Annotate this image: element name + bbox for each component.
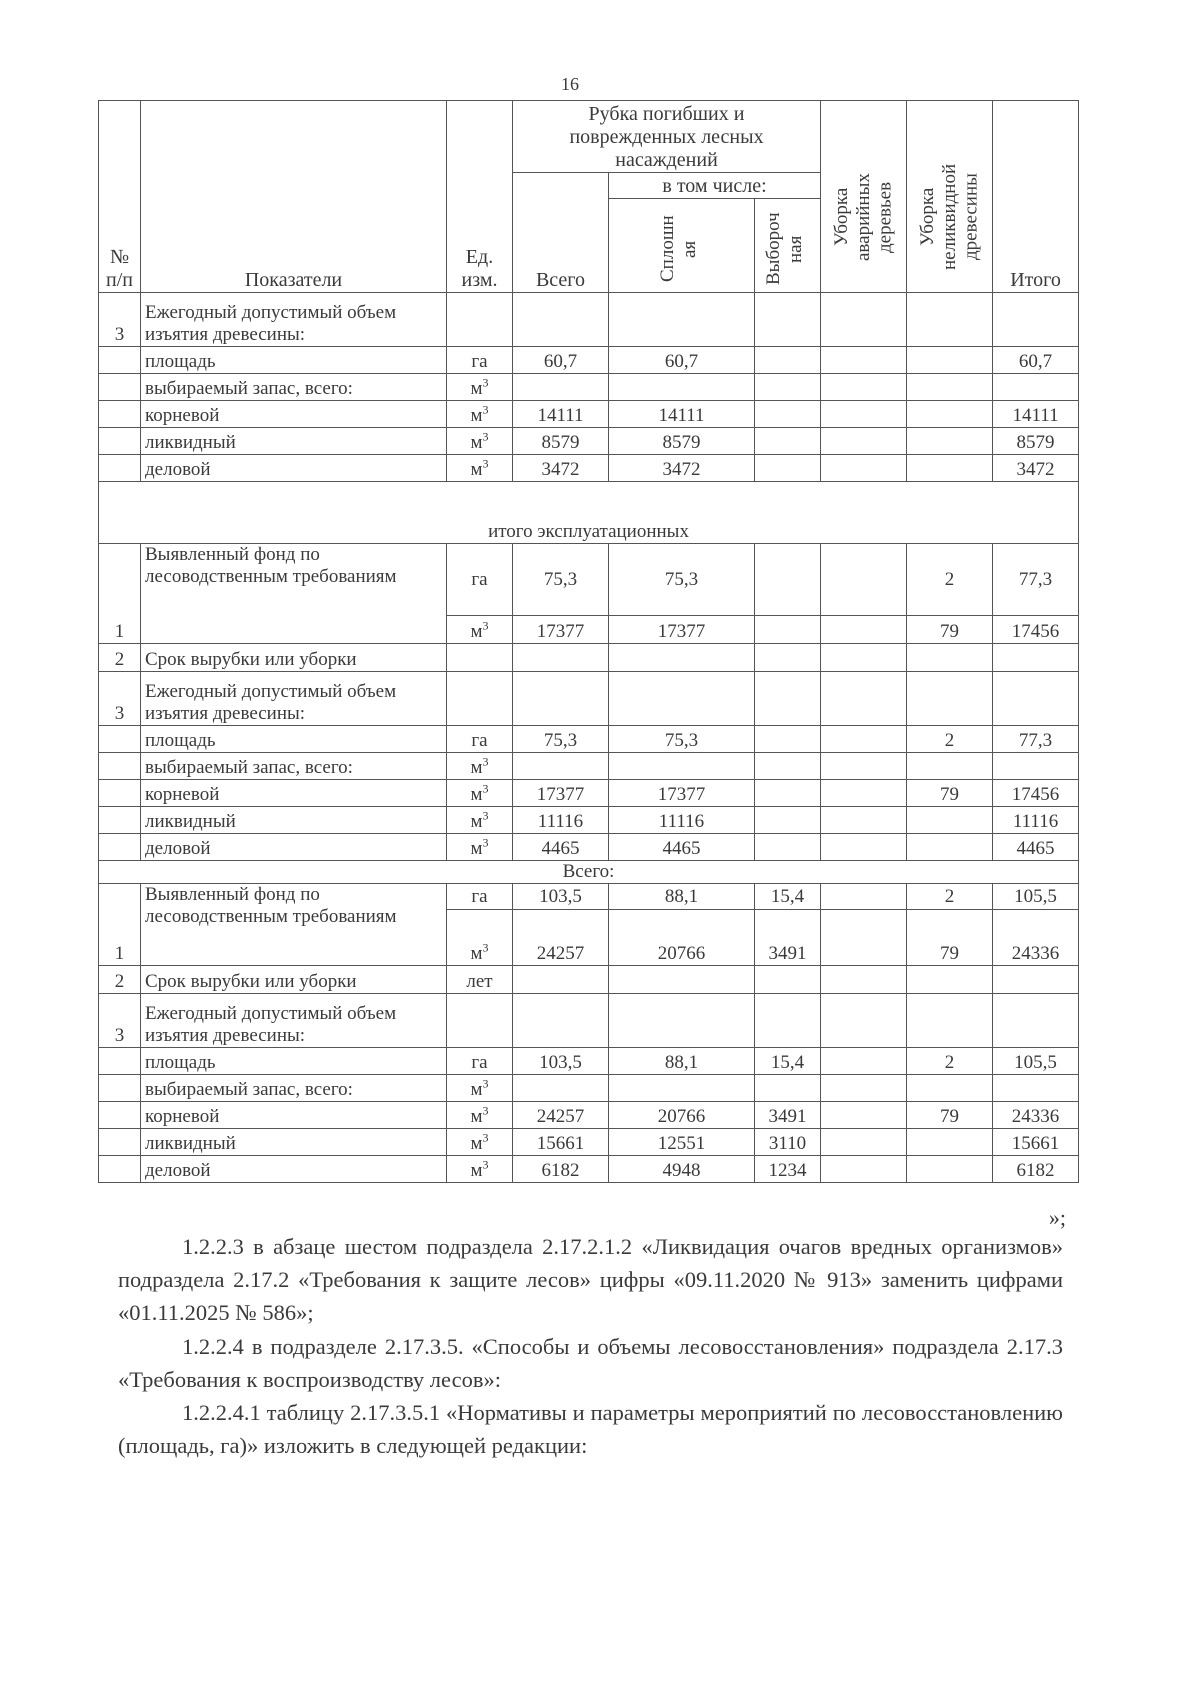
row-unit: га (447, 347, 513, 374)
cell-selective (755, 834, 821, 861)
cell-clear (609, 753, 755, 780)
table-row (99, 780, 1079, 807)
cell-selective (755, 374, 821, 401)
table-row (99, 1075, 1079, 1102)
row-unit: $м^3$ (447, 428, 513, 455)
header-emergency-text: Уборка аварийных деревьев (830, 173, 896, 261)
cell-emergency (821, 753, 907, 780)
cell-selective (755, 726, 821, 753)
cell-emergency (821, 1156, 907, 1183)
cell-emergency (821, 455, 907, 482)
cell-itogo: 105,5 (993, 1048, 1079, 1075)
cell-total: 11116 (513, 807, 609, 834)
table-row (99, 834, 1079, 861)
row-label: корневой (141, 780, 447, 807)
cell-itogo (993, 1075, 1079, 1102)
cell-illiquid: 2 (907, 726, 993, 753)
table-row (99, 1048, 1079, 1075)
row-index (99, 1075, 141, 1102)
cell-emergency (821, 807, 907, 834)
cell-empty (609, 672, 755, 726)
cell-itogo: 17456 (993, 616, 1079, 644)
cell-illiquid: 79 (907, 910, 993, 966)
header-illiquid-text: Уборка неликвидной древесины (916, 163, 982, 271)
harvest-table (98, 100, 1079, 1183)
table-row (99, 374, 1079, 401)
cell-itogo: 3472 (993, 455, 1079, 482)
header-indicators: Показатели (141, 101, 447, 293)
row-index (99, 455, 141, 482)
cell-emergency (821, 780, 907, 807)
row-index (99, 807, 141, 834)
cell-clear: 20766 (609, 910, 755, 966)
row-index (99, 1048, 141, 1075)
cell-selective: 3491 (755, 910, 821, 966)
row-label: Ежегодный допустимый объем изъятия древесины: (141, 994, 447, 1048)
table-row (99, 1129, 1079, 1156)
cell-total (513, 753, 609, 780)
row-index: 1 (99, 544, 141, 644)
row-label: площадь (141, 726, 447, 753)
cell-emergency (821, 910, 907, 966)
cell-empty (821, 994, 907, 1048)
cell-illiquid (907, 1129, 993, 1156)
row-unit: $м^3$ (447, 1129, 513, 1156)
cell-itogo: 105,5 (993, 884, 1079, 910)
cell-empty (755, 644, 821, 672)
header-total: Всего (513, 173, 609, 293)
cell-empty (513, 994, 609, 1048)
row-unit: $м^3$ (447, 910, 513, 966)
cell-selective (755, 616, 821, 644)
cell-illiquid (907, 347, 993, 374)
cell-clear (609, 1075, 755, 1102)
paragraph-3: 1.2.2.4.1 таблицу 2.17.3.5.1 «Нормативы и параметры мероприятий по лесовосстановлению (площадь, га)» изложить в следующей редакции: (118, 1400, 1063, 1458)
cell-itogo: 17456 (993, 780, 1079, 807)
cell-selective: 3110 (755, 1129, 821, 1156)
cell-total: 17377 (513, 780, 609, 807)
cell-clear: 75,3 (609, 726, 755, 753)
cell-emergency (821, 834, 907, 861)
paragraph-2: 1.2.2.4 в подразделе 2.17.3.5. «Способы и объемы лесовосстановления» подраздела 2.17.3 «Требования к воспроизводству лесов»: (118, 1334, 1063, 1392)
row-label: площадь (141, 1048, 447, 1075)
cell-emergency (821, 1129, 907, 1156)
cell-clear: 75,3 (609, 544, 755, 616)
paragraph-1: 1.2.2.3 в абзаце шестом подраздела 2.17.2.1.2 «Ликвидация очагов вредных организмов» подраздела 2.17.2 «Требования к защите лесов» цифры «09.11.2020 № 913» заменить цифрами «01.11.2025 № 586»; (118, 1234, 1063, 1325)
cell-illiquid (907, 753, 993, 780)
table-row (99, 544, 1079, 616)
cell-itogo: 4465 (993, 834, 1079, 861)
cell-empty (755, 966, 821, 994)
cell-selective: 3491 (755, 1102, 821, 1129)
cell-itogo: 6182 (993, 1156, 1079, 1183)
cell-itogo (993, 753, 1079, 780)
cell-empty (755, 994, 821, 1048)
cell-empty (993, 966, 1079, 994)
cell-clear: 3472 (609, 455, 755, 482)
header-clear (609, 199, 755, 293)
cell-itogo: 14111 (993, 401, 1079, 428)
cell-clear: 17377 (609, 616, 755, 644)
cell-selective: 15,4 (755, 884, 821, 910)
cell-emergency (821, 1102, 907, 1129)
cell-total: 75,3 (513, 726, 609, 753)
table-row (99, 994, 1079, 1048)
row-index (99, 753, 141, 780)
cell-empty (513, 644, 609, 672)
header-itogo: Итого (993, 101, 1079, 293)
cell-illiquid (907, 428, 993, 455)
row-label: деловой (141, 455, 447, 482)
cell-clear (609, 374, 755, 401)
cell-illiquid (907, 834, 993, 861)
table-row (99, 753, 1079, 780)
row-unit: $м^3$ (447, 616, 513, 644)
row-label: выбираемый запас, всего: (141, 1075, 447, 1102)
cell-selective (755, 455, 821, 482)
cell-itogo: 77,3 (993, 544, 1079, 616)
cell-itogo: 11116 (993, 807, 1079, 834)
row-unit: $м^3$ (447, 807, 513, 834)
cell-clear: 12551 (609, 1129, 755, 1156)
header-unit: Ед. изм. (447, 101, 513, 293)
section-row (99, 861, 1079, 884)
cell-illiquid: 79 (907, 780, 993, 807)
cell-empty (513, 672, 609, 726)
row-index (99, 726, 141, 753)
row-label: Выявленный фонд по лесоводственным требованиям (141, 884, 447, 966)
row-unit: га (447, 544, 513, 616)
cell-illiquid (907, 401, 993, 428)
row-label: Ежегодный допустимый объем изъятия древесины: (141, 672, 447, 726)
section-row (99, 482, 1079, 544)
row-index (99, 1102, 141, 1129)
section-title: итого эксплуатационных (99, 482, 1079, 544)
cell-selective (755, 807, 821, 834)
table-row (99, 807, 1079, 834)
cell-empty (447, 672, 513, 726)
cell-emergency (821, 544, 907, 616)
cell-emergency (821, 374, 907, 401)
cell-illiquid (907, 293, 993, 347)
cell-itogo: 15661 (993, 1129, 1079, 1156)
cell-empty (907, 644, 993, 672)
row-index (99, 401, 141, 428)
cell-empty (907, 966, 993, 994)
cell-total: 103,5 (513, 1048, 609, 1075)
cell-empty (609, 644, 755, 672)
cell-illiquid (907, 1156, 993, 1183)
cell-selective (755, 401, 821, 428)
table-row (99, 347, 1079, 374)
cell-emergency (821, 428, 907, 455)
header-emergency (821, 101, 907, 293)
row-label: выбираемый запас, всего: (141, 374, 447, 401)
cell-total: 24257 (513, 910, 609, 966)
row-unit (447, 293, 513, 347)
cell-emergency (821, 401, 907, 428)
cell-total: 103,5 (513, 884, 609, 910)
closing-quote: »; (1048, 1205, 1066, 1230)
row-label: Срок вырубки или уборки (141, 644, 447, 672)
table-row (99, 966, 1079, 994)
cell-clear: 8579 (609, 428, 755, 455)
cell-empty (907, 994, 993, 1048)
cell-selective (755, 293, 821, 347)
cell-emergency (821, 347, 907, 374)
header-selective-text: Выбороч ная (762, 212, 806, 286)
row-unit: га (447, 884, 513, 910)
table-row (99, 401, 1079, 428)
cell-itogo (993, 374, 1079, 401)
cell-emergency (821, 616, 907, 644)
cell-selective (755, 753, 821, 780)
table-body (99, 293, 1079, 1183)
cell-selective: 1234 (755, 1156, 821, 1183)
cell-empty (513, 966, 609, 994)
cell-total: 17377 (513, 616, 609, 644)
cell-total: 8579 (513, 428, 609, 455)
cell-illiquid (907, 1075, 993, 1102)
cell-empty (821, 644, 907, 672)
row-unit (447, 644, 513, 672)
cell-illiquid (907, 374, 993, 401)
row-unit: $м^3$ (447, 834, 513, 861)
row-unit: $м^3$ (447, 780, 513, 807)
cell-selective (755, 1075, 821, 1102)
row-unit: $м^3$ (447, 401, 513, 428)
row-index: 2 (99, 966, 141, 994)
cell-selective (755, 544, 821, 616)
cell-empty (755, 672, 821, 726)
section-title: Всего: (99, 861, 1079, 884)
cell-emergency (821, 293, 907, 347)
cell-empty (447, 994, 513, 1048)
row-unit: га (447, 1048, 513, 1075)
cell-total (513, 293, 609, 347)
cell-total: 75,3 (513, 544, 609, 616)
table-row (99, 644, 1079, 672)
cell-itogo (993, 293, 1079, 347)
cell-clear: 11116 (609, 807, 755, 834)
table-row (99, 884, 1079, 910)
cell-selective: 15,4 (755, 1048, 821, 1075)
row-unit: $м^3$ (447, 455, 513, 482)
row-label: деловой (141, 1156, 447, 1183)
row-index (99, 1156, 141, 1183)
page-number: 16 (561, 74, 579, 94)
cell-clear: 88,1 (609, 884, 755, 910)
row-index (99, 374, 141, 401)
cell-itogo: 24336 (993, 910, 1079, 966)
table-row (99, 455, 1079, 482)
cell-itogo: 77,3 (993, 726, 1079, 753)
cell-empty (907, 672, 993, 726)
cell-emergency (821, 884, 907, 910)
table-row (99, 428, 1079, 455)
row-unit: га (447, 726, 513, 753)
cell-itogo: 60,7 (993, 347, 1079, 374)
cell-clear: 17377 (609, 780, 755, 807)
row-unit: $м^3$ (447, 753, 513, 780)
cell-total: 24257 (513, 1102, 609, 1129)
cell-empty (993, 672, 1079, 726)
cell-clear: 4465 (609, 834, 755, 861)
row-label: ликвидный (141, 807, 447, 834)
table-row (99, 726, 1079, 753)
row-index (99, 834, 141, 861)
cell-illiquid: 79 (907, 616, 993, 644)
row-label: выбираемый запас, всего: (141, 753, 447, 780)
cell-empty (993, 994, 1079, 1048)
cell-empty (609, 994, 755, 1048)
cell-clear: 60,7 (609, 347, 755, 374)
row-index: 2 (99, 644, 141, 672)
row-index: 1 (99, 884, 141, 966)
header-including: в том числе: (609, 173, 821, 199)
row-unit: $м^3$ (447, 1075, 513, 1102)
cell-clear: 14111 (609, 401, 755, 428)
header-group: Рубка погибших и поврежденных лесных насаждений (513, 101, 821, 173)
cell-empty (821, 966, 907, 994)
row-unit: $м^3$ (447, 374, 513, 401)
row-label: ликвидный (141, 428, 447, 455)
cell-clear: 4948 (609, 1156, 755, 1183)
cell-total: 60,7 (513, 347, 609, 374)
header-illiquid (907, 101, 993, 293)
table-row (99, 672, 1079, 726)
table-row (99, 1156, 1079, 1183)
header-selective (755, 199, 821, 293)
header-num: № п/п (99, 101, 141, 293)
cell-illiquid: 2 (907, 1048, 993, 1075)
row-index: 3 (99, 293, 141, 347)
cell-emergency (821, 1075, 907, 1102)
cell-selective (755, 780, 821, 807)
cell-total (513, 1075, 609, 1102)
row-unit: $м^3$ (447, 1156, 513, 1183)
cell-illiquid (907, 807, 993, 834)
cell-total: 4465 (513, 834, 609, 861)
cell-emergency (821, 726, 907, 753)
row-unit: $м^3$ (447, 1102, 513, 1129)
row-label: Ежегодный допустимый объем изъятия древесины: (141, 293, 447, 347)
row-index (99, 347, 141, 374)
cell-itogo: 8579 (993, 428, 1079, 455)
cell-illiquid: 2 (907, 544, 993, 616)
row-index (99, 428, 141, 455)
cell-empty (821, 672, 907, 726)
row-unit: лет (447, 966, 513, 994)
cell-empty (993, 644, 1079, 672)
cell-total: 14111 (513, 401, 609, 428)
row-label: деловой (141, 834, 447, 861)
cell-empty (609, 966, 755, 994)
cell-selective (755, 428, 821, 455)
row-index (99, 780, 141, 807)
row-label: ликвидный (141, 1129, 447, 1156)
cell-clear: 20766 (609, 1102, 755, 1129)
table-row (99, 293, 1079, 347)
cell-total (513, 374, 609, 401)
header-clear-text: Сплошн ая (656, 215, 700, 283)
cell-itogo: 24336 (993, 1102, 1079, 1129)
cell-illiquid: 2 (907, 884, 993, 910)
cell-clear (609, 293, 755, 347)
row-label: Срок вырубки или уборки (141, 966, 447, 994)
row-label: площадь (141, 347, 447, 374)
cell-total: 3472 (513, 455, 609, 482)
cell-illiquid: 79 (907, 1102, 993, 1129)
row-index (99, 1129, 141, 1156)
cell-emergency (821, 1048, 907, 1075)
row-label: корневой (141, 1102, 447, 1129)
cell-selective (755, 347, 821, 374)
row-label: корневой (141, 401, 447, 428)
cell-illiquid (907, 455, 993, 482)
table-row (99, 1102, 1079, 1129)
row-index: 3 (99, 672, 141, 726)
cell-total: 6182 (513, 1156, 609, 1183)
row-index: 3 (99, 994, 141, 1048)
row-label: Выявленный фонд по лесоводственным требованиям (141, 544, 447, 644)
cell-clear: 88,1 (609, 1048, 755, 1075)
cell-total: 15661 (513, 1129, 609, 1156)
